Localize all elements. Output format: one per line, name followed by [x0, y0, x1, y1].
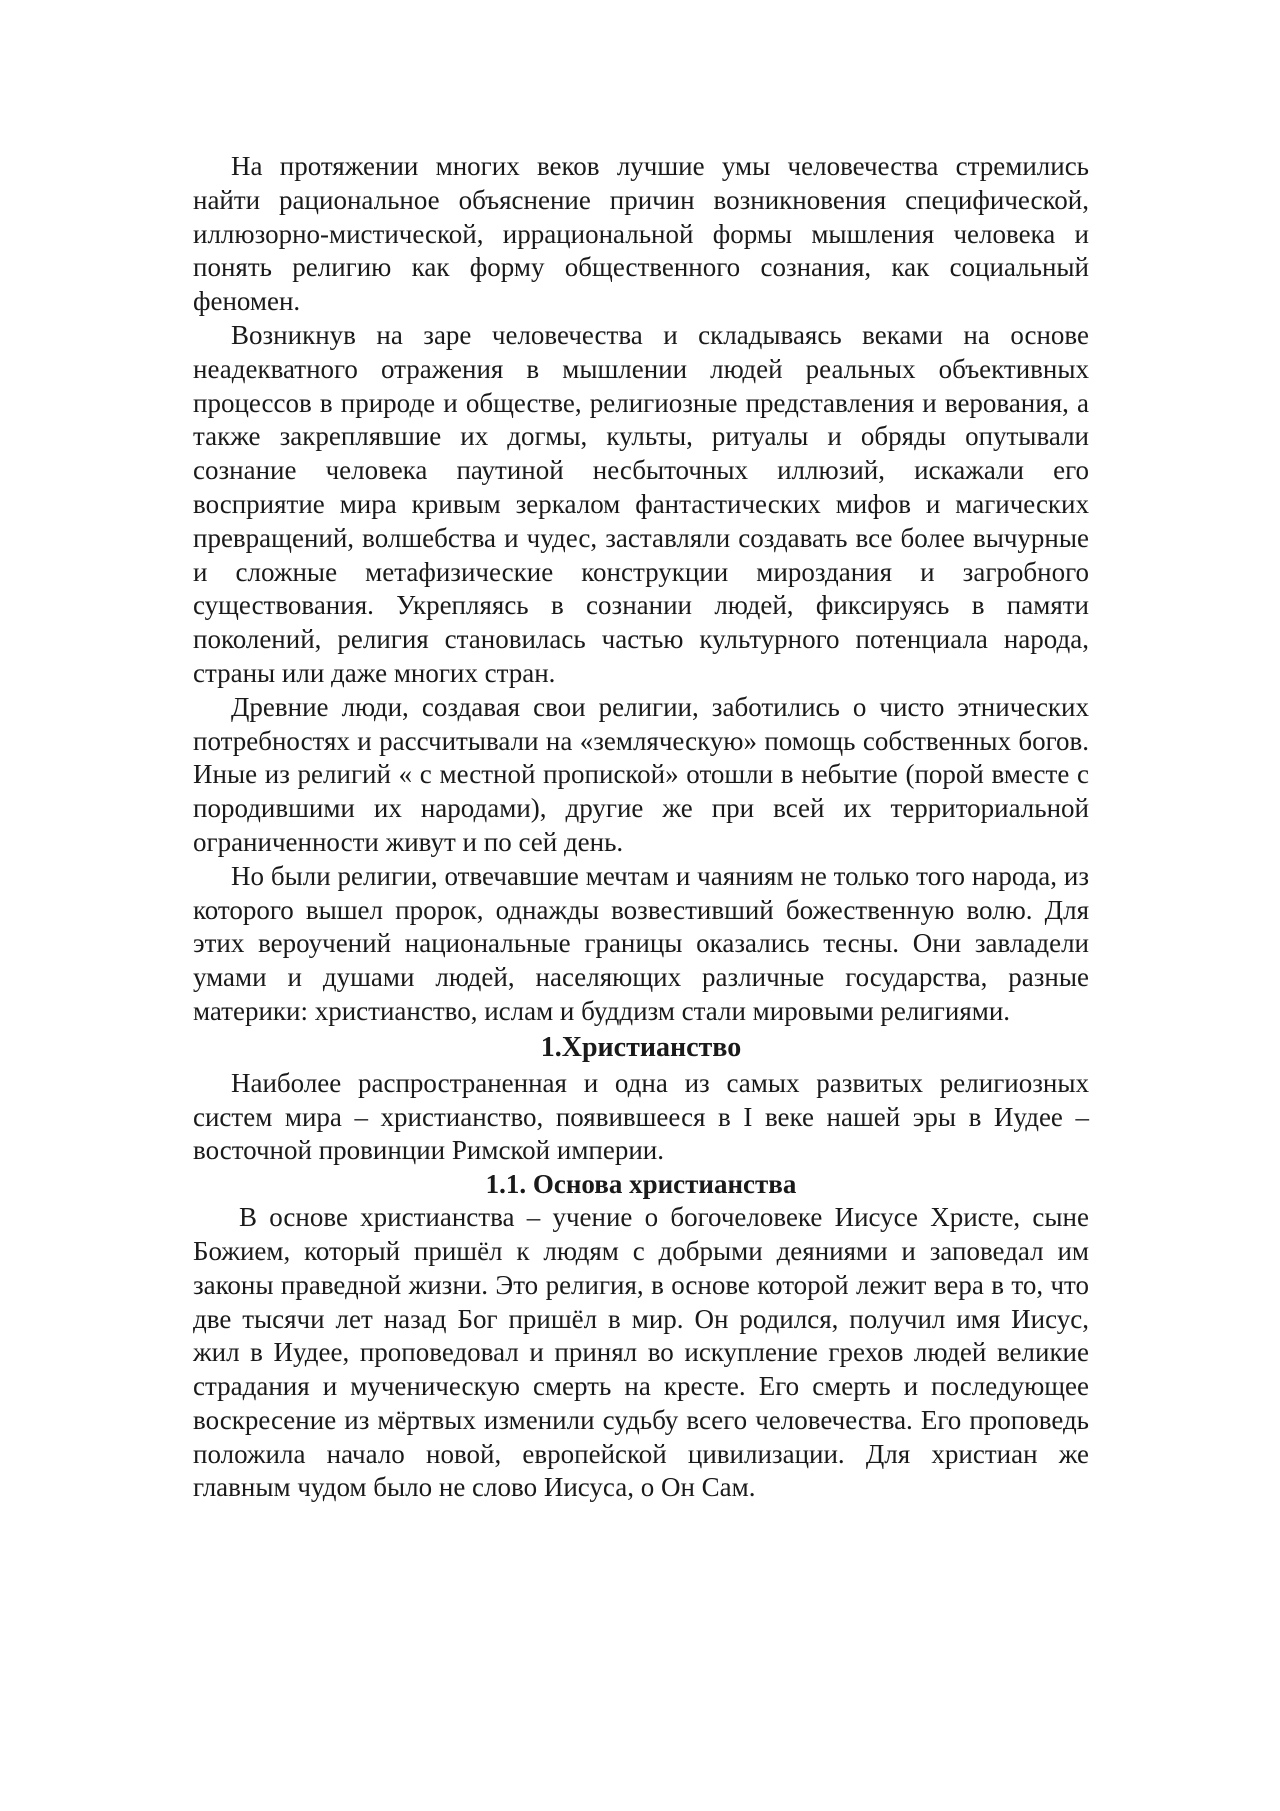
paragraph-intro-2: Возникнув на заре человечества и складываясь веками на основе неадекватного отражения в мышлении людей реальных объективных процессов в природе и обществе, религиозные представления и верования, а также закреплявшие их догмы, культы, ритуалы и обряды опутывали сознание человека паутиной несбыточных иллюзий, искажали его восприятие мира кривым зеркалом фантастических мифов и магических превращений, волшебства и чудес, заставляли создавать все более вычурные и сложные метафизические конструкции мироздания и загробного существования. Укрепляясь в сознании людей, фиксируясь в памяти поколений, религия становилась частью культурного потенциала народа, страны или даже многих стран. [193, 319, 1089, 688]
paragraph-section-1: Наиболее распространенная и одна из самых развитых религиозных систем мира – христианство, появившееся в I веке нашей эры в Иудее – восточной провинции Римской империи. [193, 1067, 1089, 1166]
paragraph-intro-3: Древние люди, создавая свои религии, заботились о чисто этнических потребностях и рассчитывали на «земляческую» помощь собственных богов. Иные из религий « с местной пропиской» отошли в небытие (порой вместе с породившими их народами), другие же при всей их территориальной ограниченности живут и по сей день. [193, 691, 1089, 857]
section-heading-christianity: 1.Христианство [540, 1031, 742, 1063]
paragraph-section-1-1: В основе христианства – учение о богочеловеке Иисусе Христе, сыне Божием, который пришёл к людям с добрыми деяниями и заповедал им законы праведной жизни. Это религия, в основе которой лежит вера в то, что две тысячи лет назад Бог пришёл в мир. Он родился, получил имя Иисус, жил в Иудее, проповедовал и принял во искупление грехов людей великие страдания и мученическую смерть на кресте. Его смерть и последующее воскресение из мёртвых изменили судьбу всего человечества. Его проповедь положила начало новой, европейской цивилизации. Для христиан же главным чудом было не слово Иисуса, о Он Сам. [193, 1202, 1089, 1503]
paragraph-intro-4: Но были религии, отвечавшие мечтам и чаяниям не только того народа, из которого вышел пророк, однажды возвестивший божественную волю. Для этих вероучений национальные границы оказались тесны. Они завладели умами и душами людей, населяющих различные государства, разные материки: христианство, ислам и буддизм стали мировыми религиями. [193, 860, 1089, 1026]
paragraph-intro-1: На протяжении многих веков лучшие умы человечества стремились найти рациональное объяснение причин возникновения специфической, иллюзорно-мистической, иррациональной формы мышления человека и понять религию как форму общественного сознания, как социальный феномен. [193, 151, 1089, 317]
document-page [193, 150, 1089, 1505]
subsection-heading-basis: 1.1. Основа христианства [485, 1169, 797, 1200]
